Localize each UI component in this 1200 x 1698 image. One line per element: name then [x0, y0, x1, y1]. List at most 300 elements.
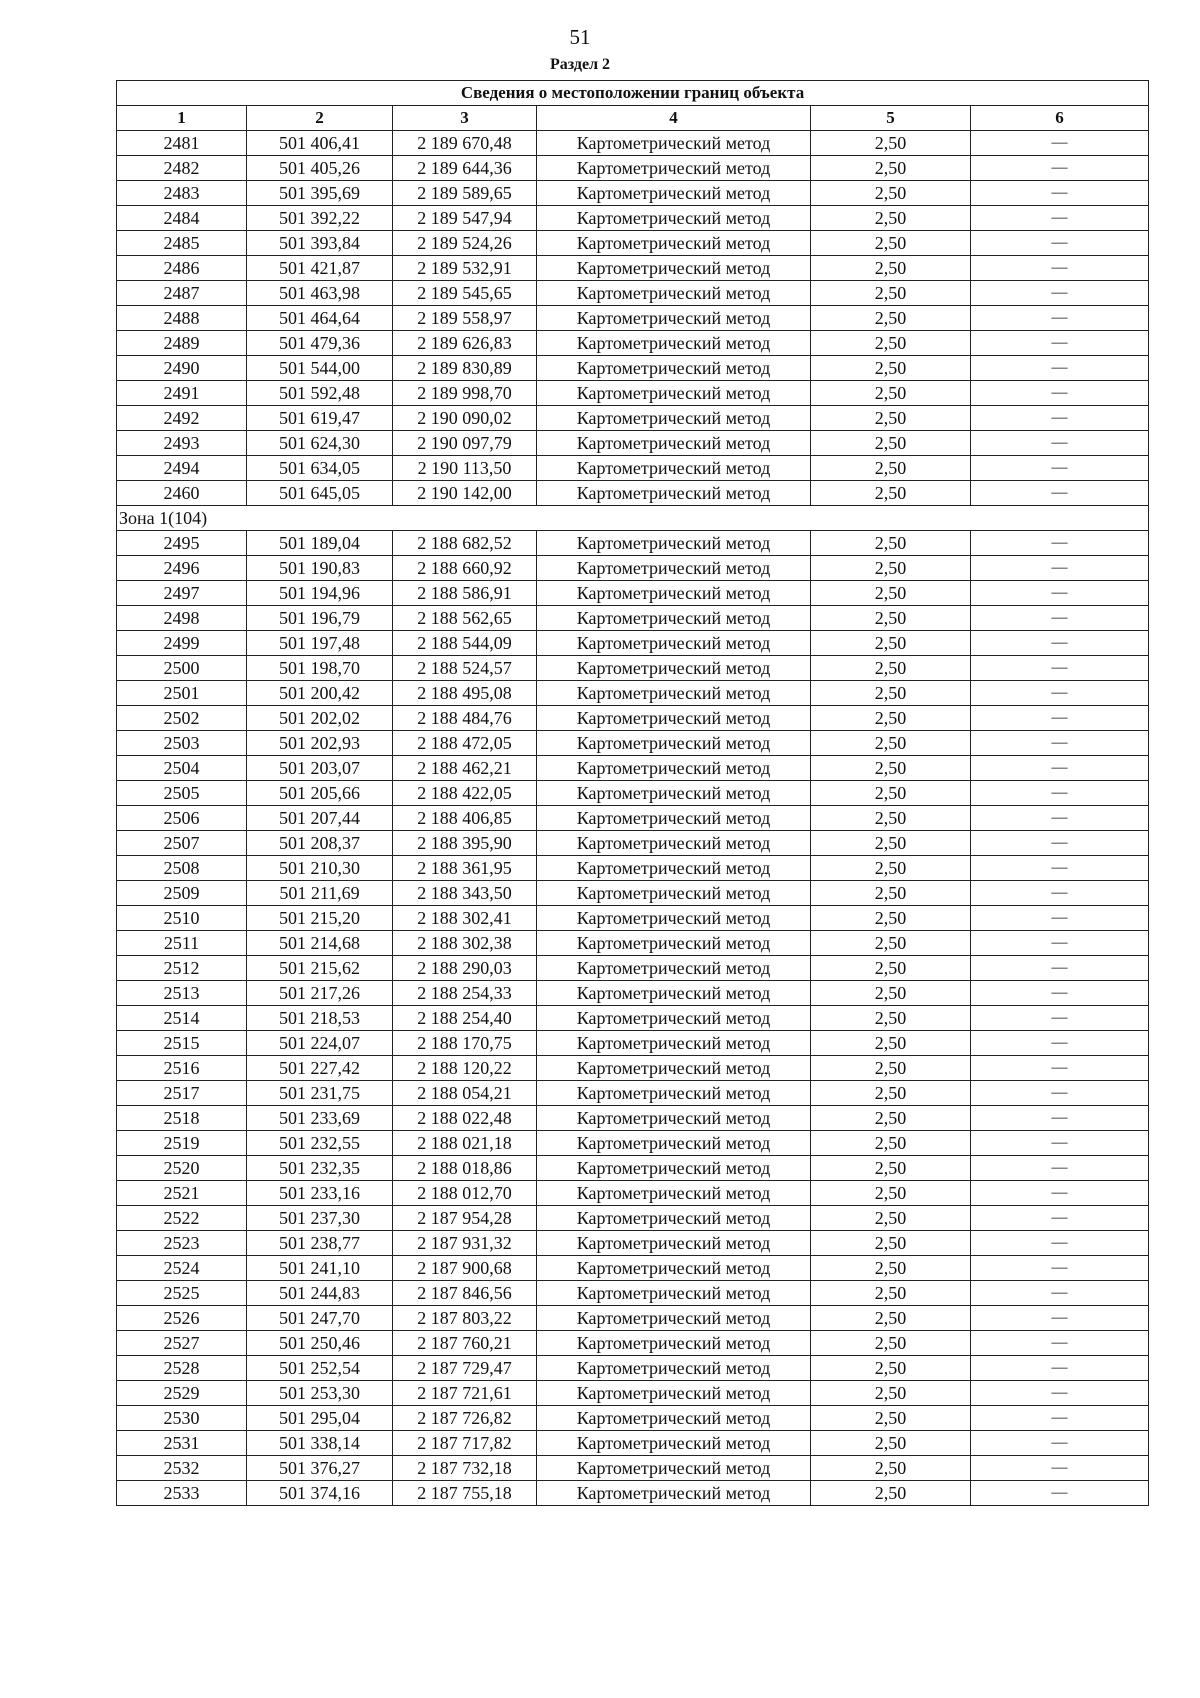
- table-cell: —: [971, 1381, 1149, 1406]
- table-cell: Картометрический метод: [537, 831, 811, 856]
- table-cell: Картометрический метод: [537, 356, 811, 381]
- table-cell: 2,50: [811, 1006, 971, 1031]
- table-row: [117, 381, 1149, 406]
- table-cell: 2,50: [811, 1431, 971, 1456]
- table-cell: 2,50: [811, 806, 971, 831]
- table-cell: 2 187 726,82: [393, 1406, 537, 1431]
- table-cell: Картометрический метод: [537, 1331, 811, 1356]
- table-cell: 2,50: [811, 131, 971, 156]
- table-cell: Картометрический метод: [537, 806, 811, 831]
- table-cell: —: [971, 731, 1149, 756]
- table-cell: —: [971, 981, 1149, 1006]
- table-cell: 2 189 644,36: [393, 156, 537, 181]
- table-cell: Картометрический метод: [537, 906, 811, 931]
- table-cell: Картометрический метод: [537, 1431, 811, 1456]
- table-cell: 2,50: [811, 731, 971, 756]
- table-cell: Картометрический метод: [537, 1306, 811, 1331]
- table-cell: 501 338,14: [247, 1431, 393, 1456]
- table-cell: —: [971, 131, 1149, 156]
- table-row: [117, 481, 1149, 506]
- column-header: 4: [537, 106, 811, 131]
- table-cell: 2 187 755,18: [393, 1481, 537, 1506]
- table-cell: 2 188 022,48: [393, 1106, 537, 1131]
- table-row: [117, 581, 1149, 606]
- table-cell: 2,50: [811, 756, 971, 781]
- table-cell: —: [971, 1206, 1149, 1231]
- table-cell: 2498: [117, 606, 247, 631]
- table-cell: 2,50: [811, 981, 971, 1006]
- zone-row: [117, 506, 1149, 531]
- table-cell: 2 188 406,85: [393, 806, 537, 831]
- table-cell: 2494: [117, 456, 247, 481]
- table-cell: —: [971, 881, 1149, 906]
- table-cell: 2 188 422,05: [393, 781, 537, 806]
- table-cell: —: [971, 281, 1149, 306]
- table-row: [117, 356, 1149, 381]
- table-cell: 2510: [117, 906, 247, 931]
- table-cell: 501 237,30: [247, 1206, 393, 1231]
- table-cell: Картометрический метод: [537, 856, 811, 881]
- table-cell: 2 190 142,00: [393, 481, 537, 506]
- table-cell: Картометрический метод: [537, 1106, 811, 1131]
- table-cell: 501 190,83: [247, 556, 393, 581]
- table-cell: Картометрический метод: [537, 1356, 811, 1381]
- table-cell: 2 189 532,91: [393, 256, 537, 281]
- table-cell: —: [971, 1481, 1149, 1506]
- table-cell: 2,50: [811, 1081, 971, 1106]
- table-row: [117, 681, 1149, 706]
- table-cell: 2481: [117, 131, 247, 156]
- table-cell: —: [971, 256, 1149, 281]
- table-cell: 501 250,46: [247, 1331, 393, 1356]
- table-cell: 501 395,69: [247, 181, 393, 206]
- table-cell: 2,50: [811, 181, 971, 206]
- table-cell: 2 188 021,18: [393, 1131, 537, 1156]
- table-cell: 2,50: [811, 1056, 971, 1081]
- table-cell: 2 188 254,33: [393, 981, 537, 1006]
- table-cell: 2,50: [811, 681, 971, 706]
- table-cell: Картометрический метод: [537, 406, 811, 431]
- table-cell: 2493: [117, 431, 247, 456]
- table-cell: 501 210,30: [247, 856, 393, 881]
- table-cell: 501 295,04: [247, 1406, 393, 1431]
- table-cell: 2,50: [811, 431, 971, 456]
- table-cell: 2 190 097,79: [393, 431, 537, 456]
- table-cell: 2,50: [811, 1481, 971, 1506]
- table-cell: 501 202,02: [247, 706, 393, 731]
- table-cell: —: [971, 406, 1149, 431]
- table-cell: 2509: [117, 881, 247, 906]
- table-row: [117, 1081, 1149, 1106]
- table-row: [117, 306, 1149, 331]
- table-cell: 501 244,83: [247, 1281, 393, 1306]
- table-cell: —: [971, 606, 1149, 631]
- table-row: [117, 856, 1149, 881]
- table-row: [117, 731, 1149, 756]
- table-cell: Картометрический метод: [537, 431, 811, 456]
- table-cell: —: [971, 1431, 1149, 1456]
- table-cell: 2500: [117, 656, 247, 681]
- table-cell: 2,50: [811, 356, 971, 381]
- table-cell: —: [971, 531, 1149, 556]
- table-cell: 2511: [117, 931, 247, 956]
- table-cell: 2507: [117, 831, 247, 856]
- table-cell: 2,50: [811, 1131, 971, 1156]
- table-row: [117, 1356, 1149, 1381]
- table-cell: 501 217,26: [247, 981, 393, 1006]
- table-row: [117, 256, 1149, 281]
- table-cell: 501 233,16: [247, 1181, 393, 1206]
- table-cell: —: [971, 1281, 1149, 1306]
- table-cell: Картометрический метод: [537, 981, 811, 1006]
- table-cell: 2516: [117, 1056, 247, 1081]
- table-cell: 501 194,96: [247, 581, 393, 606]
- boundary-coordinates-table: [116, 80, 1149, 1506]
- table-cell: 2,50: [811, 531, 971, 556]
- table-row: [117, 806, 1149, 831]
- table-cell: —: [971, 781, 1149, 806]
- table-cell: —: [971, 931, 1149, 956]
- table-cell: Картометрический метод: [537, 1056, 811, 1081]
- table-cell: Картометрический метод: [537, 881, 811, 906]
- table-row: [117, 156, 1149, 181]
- table-cell: —: [971, 431, 1149, 456]
- table-cell: —: [971, 581, 1149, 606]
- table-cell: 501 376,27: [247, 1456, 393, 1481]
- table-row: [117, 1381, 1149, 1406]
- table-cell: 2517: [117, 1081, 247, 1106]
- table-cell: —: [971, 481, 1149, 506]
- table-cell: 501 634,05: [247, 456, 393, 481]
- table-row: [117, 406, 1149, 431]
- table-cell: 501 238,77: [247, 1231, 393, 1256]
- column-header-row: [117, 106, 1149, 131]
- table-cell: —: [971, 1031, 1149, 1056]
- table-cell: 2,50: [811, 1181, 971, 1206]
- table-cell: 501 464,64: [247, 306, 393, 331]
- table-cell: 2,50: [811, 331, 971, 356]
- table-cell: 2,50: [811, 206, 971, 231]
- table-row: [117, 1031, 1149, 1056]
- table-cell: 501 208,37: [247, 831, 393, 856]
- table-cell: 501 232,55: [247, 1131, 393, 1156]
- table-cell: 2532: [117, 1456, 247, 1481]
- table-cell: 2 188 290,03: [393, 956, 537, 981]
- table-cell: 2,50: [811, 1106, 971, 1131]
- table-row: [117, 831, 1149, 856]
- table-cell: 2 188 120,22: [393, 1056, 537, 1081]
- table-cell: 2520: [117, 1156, 247, 1181]
- table-cell: 2 188 462,21: [393, 756, 537, 781]
- table-cell: 2508: [117, 856, 247, 881]
- table-cell: 501 624,30: [247, 431, 393, 456]
- table-cell: 501 393,84: [247, 231, 393, 256]
- table-cell: —: [971, 381, 1149, 406]
- table-cell: 2 188 524,57: [393, 656, 537, 681]
- table-row: [117, 1406, 1149, 1431]
- table-cell: 2,50: [811, 856, 971, 881]
- table-row: [117, 1131, 1149, 1156]
- table-cell: 2 189 558,97: [393, 306, 537, 331]
- table-cell: 2 190 090,02: [393, 406, 537, 431]
- table-cell: Картометрический метод: [537, 306, 811, 331]
- table-row: [117, 1056, 1149, 1081]
- table-row: [117, 1206, 1149, 1231]
- table-cell: Картометрический метод: [537, 1131, 811, 1156]
- table-cell: —: [971, 681, 1149, 706]
- table-cell: Картометрический метод: [537, 656, 811, 681]
- table-cell: 2525: [117, 1281, 247, 1306]
- table-cell: 2 188 660,92: [393, 556, 537, 581]
- table-cell: 2519: [117, 1131, 247, 1156]
- table-cell: 2482: [117, 156, 247, 181]
- table-row: [117, 706, 1149, 731]
- table-cell: 501 196,79: [247, 606, 393, 631]
- table-cell: 2,50: [811, 1306, 971, 1331]
- table-cell: 2524: [117, 1256, 247, 1281]
- column-header: 2: [247, 106, 393, 131]
- table-cell: 2,50: [811, 581, 971, 606]
- table-cell: 2,50: [811, 1256, 971, 1281]
- table-row: [117, 1156, 1149, 1181]
- table-cell: —: [971, 831, 1149, 856]
- table-cell: 501 374,16: [247, 1481, 393, 1506]
- table-cell: Картометрический метод: [537, 931, 811, 956]
- table-cell: 2,50: [811, 381, 971, 406]
- table-cell: 2,50: [811, 406, 971, 431]
- table-row: [117, 606, 1149, 631]
- table-cell: 2,50: [811, 881, 971, 906]
- table-cell: 2504: [117, 756, 247, 781]
- table-cell: 2533: [117, 1481, 247, 1506]
- table-cell: 501 224,07: [247, 1031, 393, 1056]
- table-cell: Картометрический метод: [537, 581, 811, 606]
- table-cell: Картометрический метод: [537, 1181, 811, 1206]
- table-row: [117, 1431, 1149, 1456]
- table-cell: Картометрический метод: [537, 706, 811, 731]
- table-cell: 2512: [117, 956, 247, 981]
- table-cell: 2 187 729,47: [393, 1356, 537, 1381]
- table-cell: 501 241,10: [247, 1256, 393, 1281]
- table-cell: Картометрический метод: [537, 456, 811, 481]
- table-row: [117, 1306, 1149, 1331]
- table-cell: 2 188 562,65: [393, 606, 537, 631]
- table-cell: 501 227,42: [247, 1056, 393, 1081]
- table-row: [117, 1181, 1149, 1206]
- column-header: 6: [971, 106, 1149, 131]
- table-row: [117, 631, 1149, 656]
- table-cell: 2487: [117, 281, 247, 306]
- table-cell: 2 188 361,95: [393, 856, 537, 881]
- table-row: [117, 181, 1149, 206]
- table-cell: —: [971, 206, 1149, 231]
- table-cell: 2 188 472,05: [393, 731, 537, 756]
- table-cell: Картометрический метод: [537, 1456, 811, 1481]
- table-cell: —: [971, 806, 1149, 831]
- table-cell: 2 188 544,09: [393, 631, 537, 656]
- table-cell: 2514: [117, 1006, 247, 1031]
- table-row: [117, 881, 1149, 906]
- table-cell: 2 187 931,32: [393, 1231, 537, 1256]
- table-row: [117, 1456, 1149, 1481]
- table-cell: 2 187 717,82: [393, 1431, 537, 1456]
- table-cell: 501 479,36: [247, 331, 393, 356]
- table-cell: 501 232,35: [247, 1156, 393, 1181]
- table-cell: 2,50: [811, 906, 971, 931]
- table-cell: 2501: [117, 681, 247, 706]
- table-cell: —: [971, 1156, 1149, 1181]
- table-cell: 2 187 803,22: [393, 1306, 537, 1331]
- table-cell: 2 189 547,94: [393, 206, 537, 231]
- table-cell: 2,50: [811, 781, 971, 806]
- table-cell: 2485: [117, 231, 247, 256]
- table-cell: 2496: [117, 556, 247, 581]
- table-row: [117, 531, 1149, 556]
- table-cell: 501 247,70: [247, 1306, 393, 1331]
- table-cell: —: [971, 906, 1149, 931]
- table-cell: —: [971, 1056, 1149, 1081]
- table-body: [117, 131, 1149, 1506]
- table-row: [117, 281, 1149, 306]
- table-cell: Картометрический метод: [537, 231, 811, 256]
- table-row: [117, 1106, 1149, 1131]
- table-cell: —: [971, 656, 1149, 681]
- table-cell: 501 198,70: [247, 656, 393, 681]
- table-cell: 501 218,53: [247, 1006, 393, 1031]
- table-row: [117, 956, 1149, 981]
- table-cell: Картометрический метод: [537, 781, 811, 806]
- table-cell: 2,50: [811, 656, 971, 681]
- table-row: [117, 656, 1149, 681]
- table-cell: 501 592,48: [247, 381, 393, 406]
- table-cell: 2492: [117, 406, 247, 431]
- table-cell: 2 188 302,38: [393, 931, 537, 956]
- table-cell: 2 188 395,90: [393, 831, 537, 856]
- table-cell: —: [971, 231, 1149, 256]
- table-cell: 2,50: [811, 1206, 971, 1231]
- table-cell: Картометрический метод: [537, 606, 811, 631]
- table-cell: 2 187 846,56: [393, 1281, 537, 1306]
- table-cell: 2,50: [811, 706, 971, 731]
- table-cell: Картометрический метод: [537, 1231, 811, 1256]
- table-row: [117, 231, 1149, 256]
- table-cell: 501 645,05: [247, 481, 393, 506]
- table-cell: 501 215,20: [247, 906, 393, 931]
- table-cell: —: [971, 631, 1149, 656]
- table-cell: 501 405,26: [247, 156, 393, 181]
- table-cell: 2 188 302,41: [393, 906, 537, 931]
- section-title: Раздел 2: [549, 56, 611, 73]
- table-cell: —: [971, 1356, 1149, 1381]
- table-cell: —: [971, 556, 1149, 581]
- table-cell: —: [971, 1231, 1149, 1256]
- table-cell: —: [971, 956, 1149, 981]
- zone-label: Зона 1(104): [117, 506, 1149, 531]
- table-cell: 2497: [117, 581, 247, 606]
- table-cell: —: [971, 706, 1149, 731]
- table-row: [117, 1006, 1149, 1031]
- table-row: [117, 1281, 1149, 1306]
- table-cell: 501 421,87: [247, 256, 393, 281]
- table-cell: 2,50: [811, 1406, 971, 1431]
- table-cell: 501 619,47: [247, 406, 393, 431]
- table-cell: 2495: [117, 531, 247, 556]
- table-cell: Картометрический метод: [537, 631, 811, 656]
- table-row: [117, 906, 1149, 931]
- table-cell: 2 189 830,89: [393, 356, 537, 381]
- table-cell: —: [971, 1181, 1149, 1206]
- table-cell: 501 233,69: [247, 1106, 393, 1131]
- table-row: [117, 1481, 1149, 1506]
- table-row: [117, 981, 1149, 1006]
- table-cell: 2484: [117, 206, 247, 231]
- table-cell: 2 189 670,48: [393, 131, 537, 156]
- table-cell: 2522: [117, 1206, 247, 1231]
- table-cell: 2,50: [811, 231, 971, 256]
- table-cell: 501 203,07: [247, 756, 393, 781]
- table-cell: 2,50: [811, 306, 971, 331]
- table-cell: 501 253,30: [247, 1381, 393, 1406]
- table-cell: 501 544,00: [247, 356, 393, 381]
- table-cell: 2,50: [811, 1231, 971, 1256]
- table-cell: 501 205,66: [247, 781, 393, 806]
- table-cell: 2528: [117, 1356, 247, 1381]
- table-cell: Картометрический метод: [537, 181, 811, 206]
- table-cell: Картометрический метод: [537, 531, 811, 556]
- column-header: 5: [811, 106, 971, 131]
- table-cell: 2515: [117, 1031, 247, 1056]
- table-cell: —: [971, 156, 1149, 181]
- table-cell: 2 188 484,76: [393, 706, 537, 731]
- table-cell: Картометрический метод: [537, 1081, 811, 1106]
- column-header: 3: [393, 106, 537, 131]
- table-cell: —: [971, 1131, 1149, 1156]
- table-cell: 2 189 524,26: [393, 231, 537, 256]
- table-cell: 2,50: [811, 1281, 971, 1306]
- table-cell: 2523: [117, 1231, 247, 1256]
- table-cell: —: [971, 1306, 1149, 1331]
- table-cell: 2,50: [811, 1381, 971, 1406]
- table-cell: Картометрический метод: [537, 556, 811, 581]
- table-row: [117, 131, 1149, 156]
- table-cell: —: [971, 1081, 1149, 1106]
- table-row: [117, 456, 1149, 481]
- table-cell: 2486: [117, 256, 247, 281]
- table-cell: 501 202,93: [247, 731, 393, 756]
- table-cell: 2,50: [811, 831, 971, 856]
- table-cell: 2,50: [811, 481, 971, 506]
- table-cell: —: [971, 181, 1149, 206]
- table-row: [117, 756, 1149, 781]
- table-cell: 2527: [117, 1331, 247, 1356]
- table-cell: 2 188 254,40: [393, 1006, 537, 1031]
- table-cell: Картометрический метод: [537, 156, 811, 181]
- table-cell: 501 207,44: [247, 806, 393, 831]
- table-cell: 2 190 113,50: [393, 456, 537, 481]
- table-cell: Картометрический метод: [537, 1281, 811, 1306]
- table-cell: 2 188 012,70: [393, 1181, 537, 1206]
- table-cell: 2,50: [811, 1156, 971, 1181]
- table-cell: 2491: [117, 381, 247, 406]
- table-cell: 2 188 586,91: [393, 581, 537, 606]
- table-cell: 2529: [117, 1381, 247, 1406]
- table-cell: Картометрический метод: [537, 1206, 811, 1231]
- table-cell: 2526: [117, 1306, 247, 1331]
- table-cell: Картометрический метод: [537, 331, 811, 356]
- table-cell: Картометрический метод: [537, 281, 811, 306]
- table-cell: 501 197,48: [247, 631, 393, 656]
- table-cell: 2506: [117, 806, 247, 831]
